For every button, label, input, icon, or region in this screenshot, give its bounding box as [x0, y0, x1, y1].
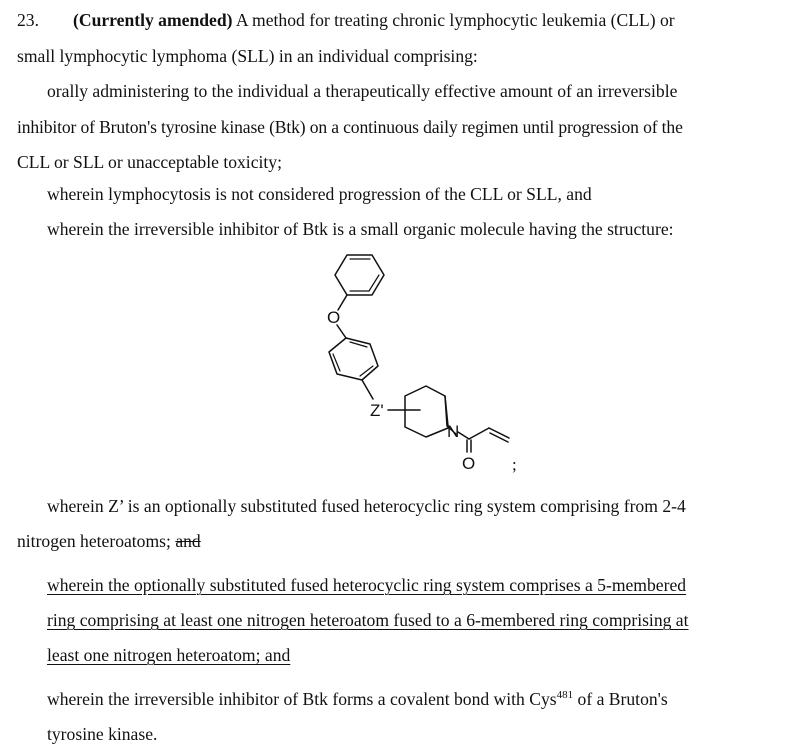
atom-n: N: [447, 422, 460, 441]
wherein-z-line-2-text: nitrogen heteroatoms;: [17, 531, 171, 551]
structure-terminator: ;: [512, 455, 517, 474]
inserted-line-1: wherein the optionally substituted fused heterocyclic ring system comprises a 5-membered: [47, 575, 687, 595]
wherein-z-line-1: wherein Z’ is an optionally substituted fused heterocyclic ring system comprising from 2-4: [47, 496, 686, 516]
inserted-line-2: ring comprising at least one nitrogen heteroatom fused to a 6-membered ring comprising at: [47, 610, 689, 630]
inserted-line-3: least one nitrogen heteroatom; and: [47, 645, 291, 665]
step-1-line-2: inhibitor of Bruton's tyrosine kinase (Btk) on a continuous daily regimen until progression of the: [17, 117, 683, 137]
atom-z-prime: Z': [370, 401, 384, 420]
residue-superscript: 481: [556, 689, 574, 701]
bond-vinyl-1: [489, 428, 509, 438]
phenyl-ring-top: [335, 255, 384, 295]
phenyl-ring-middle: [329, 338, 378, 380]
final-line-1-a: wherein the irreversible inhibitor of Btk forms a covalent bond with Cys: [47, 689, 557, 709]
claim-preamble-2: small lymphocytic lymphoma (SLL) in an individual comprising:: [17, 46, 478, 66]
atom-o-ether: O: [327, 308, 341, 327]
wherein-structure: wherein the irreversible inhibitor of Btk is a small organic molecule having the structure:: [47, 219, 674, 239]
claim-status: (Currently amended): [73, 10, 233, 30]
step-1-line-3: CLL or SLL or unacceptable toxicity;: [17, 152, 282, 172]
step-1-line-1: orally administering to the individual a therapeutically effective amount of an irreversible: [47, 81, 678, 101]
deleted-text: and: [175, 531, 201, 551]
atom-o-carbonyl: O: [462, 454, 476, 473]
bond-vinyl-2: [490, 433, 508, 442]
wherein-z-line-2: [17, 531, 201, 551]
wherein-lymphocytosis: wherein lymphocytosis is not considered progression of the CLL or SLL, and: [47, 184, 592, 204]
final-line-1: [47, 689, 668, 709]
claim-preamble-1: A method for treating chronic lymphocytic leukemia (CLL) or: [235, 10, 675, 30]
final-line-1-b: of a Bruton's: [573, 689, 668, 709]
claim-number: 23.: [17, 10, 39, 30]
bond-n-carbonyl: [458, 432, 469, 439]
final-line-2: tyrosine kinase.: [47, 724, 158, 744]
bond-phenyl-z: [362, 380, 373, 399]
phenyl-top-double-2: [369, 275, 379, 291]
